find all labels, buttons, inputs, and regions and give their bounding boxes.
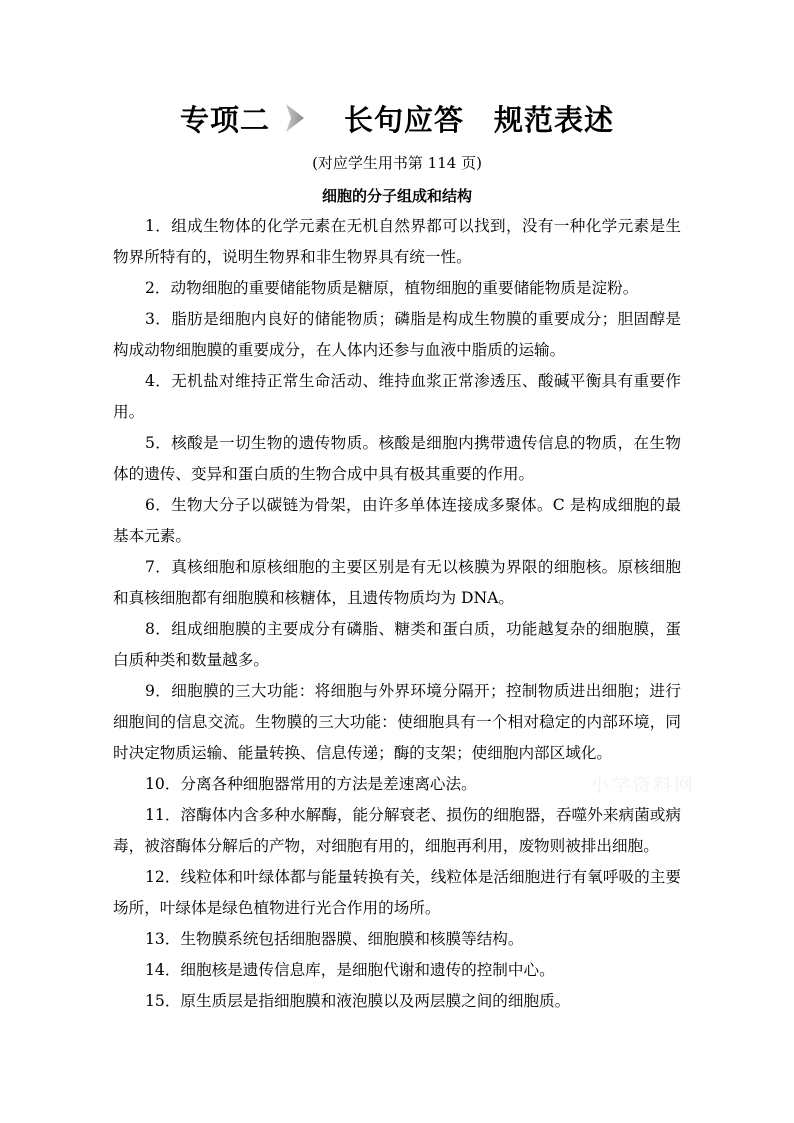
list-item: 9．细胞膜的三大功能：将细胞与外界环境分隔开；控制物质进出细胞；进行细胞间的信息交流。生物膜的三大功能：使细胞具有一个相对稳定的内部环境，同时决定物质运输、能量转换、信息传递；酶的支架；使细胞内部区域化。 <box>113 682 681 762</box>
list-item: 1．组成生物体的化学元素在无机自然界都可以找到，没有一种化学元素是生物界所特有的，说明生物界和非生物界具有统一性。 <box>113 217 681 266</box>
list-item: 7．真核细胞和原核细胞的主要区别是有无以核膜为界限的细胞核。原核细胞和真核细胞都有细胞膜和核糖体，且遗传物质均为 DNA。 <box>113 558 681 607</box>
page-title <box>0 96 794 140</box>
list-item: 2．动物细胞的重要储能物质是糖原，植物细胞的重要储能物质是淀粉。 <box>145 279 639 297</box>
list-item: 12．线粒体和叶绿体都与能量转换有关，线粒体是活细胞进行有氧呼吸的主要场所，叶绿体是绿色植物进行光合作用的场所。 <box>113 868 681 917</box>
knowledge-list <box>113 211 681 1017</box>
list-item: 15．原生质层是指细胞膜和液泡膜以及两层膜之间的细胞质。 <box>145 992 571 1010</box>
chevron-right-icon <box>284 103 306 133</box>
list-item: 14．细胞核是遗传信息库，是细胞代谢和遗传的控制中心。 <box>145 961 555 979</box>
title-right: 长句应答 规范表述 <box>344 102 615 137</box>
title-left: 专项二 <box>179 102 270 137</box>
list-item: 6．生物大分子以碳链为骨架，由许多单体连接成多聚体。C 是构成细胞的最基本元素。 <box>113 496 681 545</box>
list-item: 5．核酸是一切生物的遗传物质。核酸是细胞内携带遗传信息的物质，在生物体的遗传、变异和蛋白质的生物合成中具有极其重要的作用。 <box>113 434 681 483</box>
section-heading: 细胞的分子组成和结构 <box>321 187 472 205</box>
list-item: 4．无机盐对维持正常生命活动、维持血浆正常渗透压、酸碱平衡具有重要作用。 <box>113 372 681 421</box>
list-item: 10．分离各种细胞器常用的方法是差速离心法。 <box>145 775 477 793</box>
list-item: 3．脂肪是细胞内良好的储能物质；磷脂是构成生物膜的重要成分；胆固醇是构成动物细胞膜的重要成分，在人体内还参与血液中脂质的运输。 <box>113 310 681 359</box>
watermark: 小学资料网 <box>590 774 696 796</box>
list-item: 11．溶酶体内含多种水解酶，能分解衰老、损伤的细胞器，吞噬外来病菌或病毒，被溶酶体分解后的产物，对细胞有用的，细胞再利用，废物则被排出细胞。 <box>113 806 681 855</box>
page-reference: (对应学生用书第 114 页) <box>312 154 482 172</box>
list-item: 13．生物膜系统包括细胞器膜、细胞膜和核膜等结构。 <box>145 930 524 948</box>
list-item: 8．组成细胞膜的主要成分有磷脂、糖类和蛋白质，功能越复杂的细胞膜，蛋白质种类和数量越多。 <box>113 620 681 669</box>
